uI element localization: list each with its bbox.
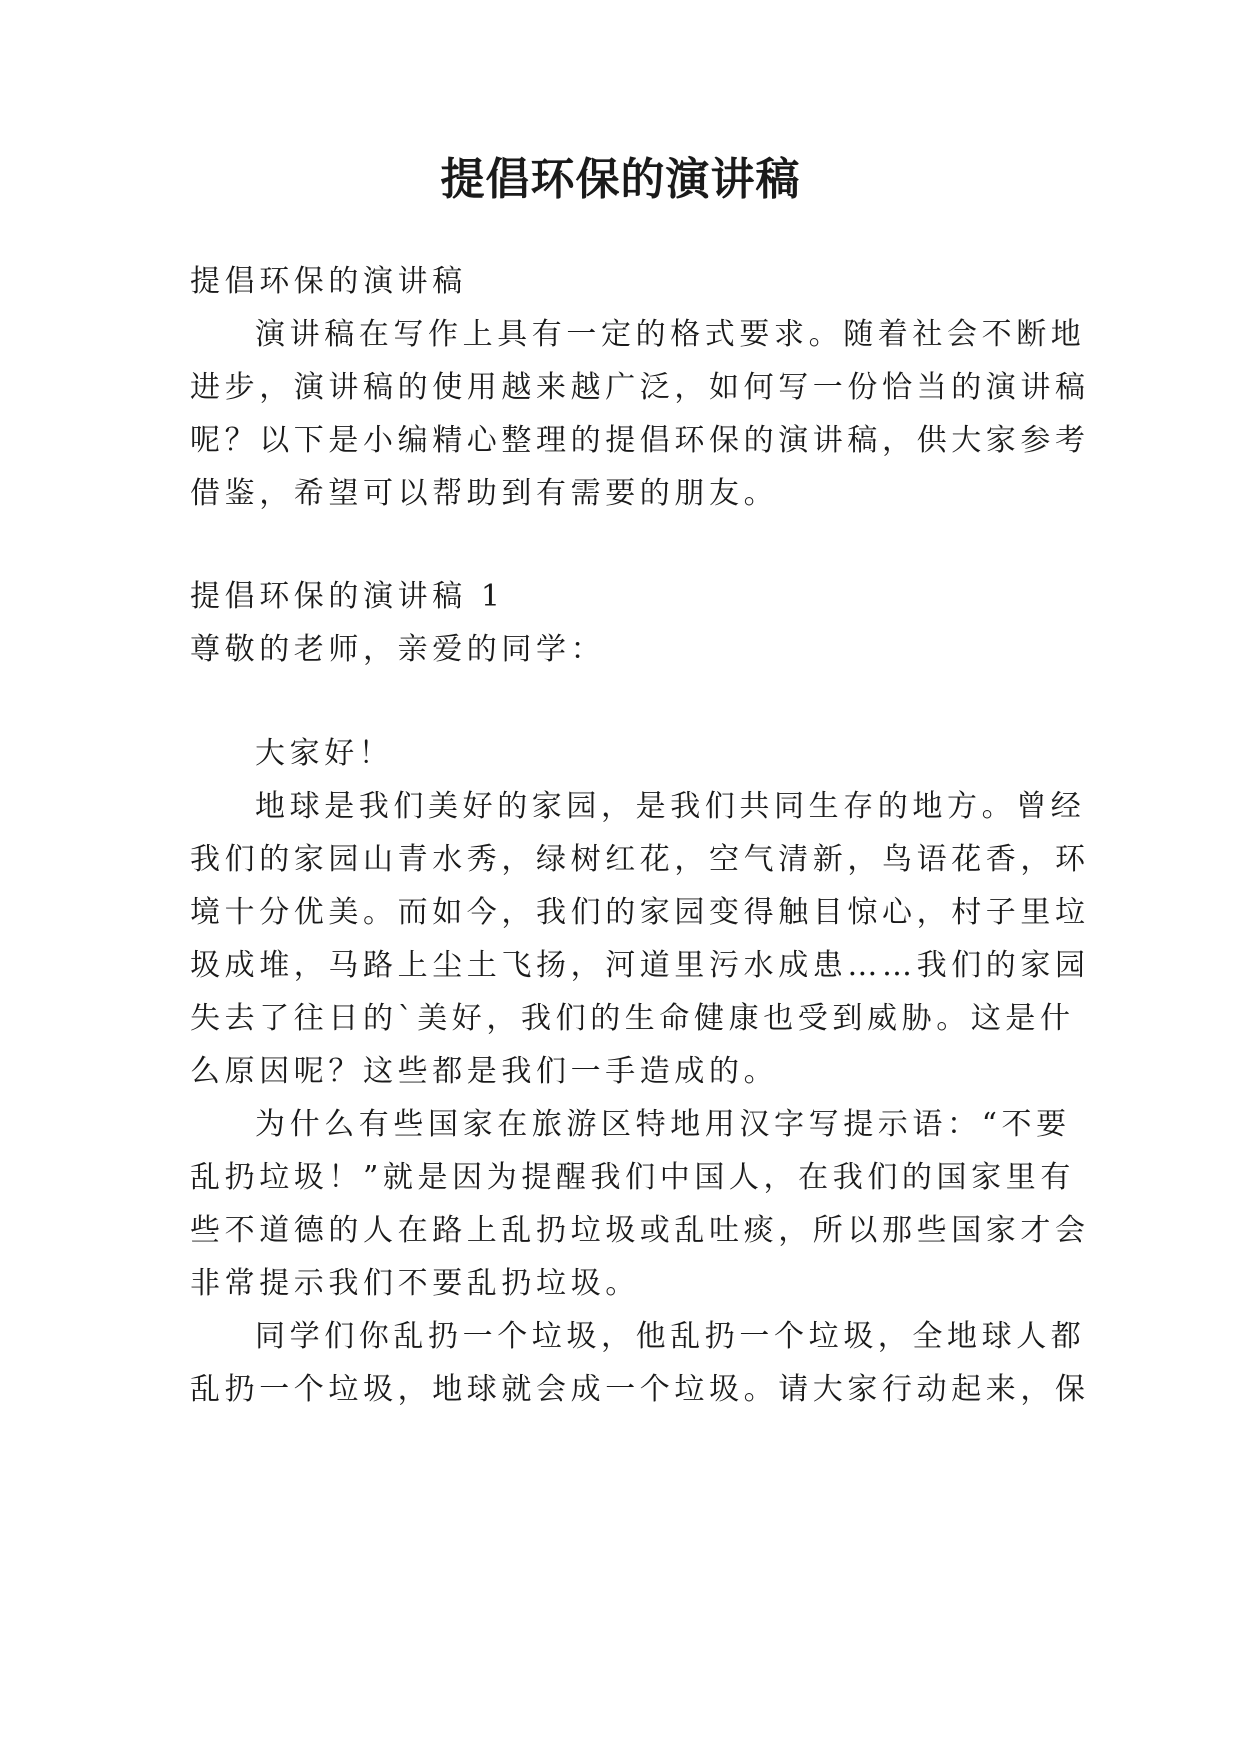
- paragraph-line: 失去了往日的`美好，我们的生命健康也受到威胁。这是什: [190, 1001, 1075, 1036]
- subtitle-line: 提倡环保的演讲稿: [190, 264, 467, 299]
- paragraph-line: 为什么有些国家在旅游区特地用汉字写提示语：“不要: [255, 1107, 1071, 1142]
- paragraph-line: 非常提示我们不要乱扔垃圾。: [190, 1266, 640, 1301]
- paragraph-line: 圾成堆，马路上尘土飞扬，河道里污水成患……我们的家园: [190, 948, 1090, 983]
- paragraph-line: 地球是我们美好的家园，是我们共同生存的地方。曾经: [255, 789, 1086, 824]
- document-title: 提倡环保的演讲稿: [440, 154, 801, 205]
- paragraph-line: 乱扔垃圾！”就是因为提醒我们中国人，在我们的国家里有: [190, 1160, 1075, 1195]
- paragraph-line: 呢？以下是小编精心整理的提倡环保的演讲稿，供大家参考: [190, 423, 1090, 458]
- paragraph-line: 些不道德的人在路上乱扔垃圾或乱吐痰，所以那些国家才会: [190, 1213, 1090, 1248]
- paragraph-line: 乱扔一个垃圾，地球就会成一个垃圾。请大家行动起来，保: [190, 1372, 1090, 1407]
- paragraph-line: 境十分优美。而如今，我们的家园变得触目惊心，村子里垃: [190, 895, 1090, 930]
- paragraph-line: 么原因呢？这些都是我们一手造成的。: [190, 1054, 779, 1089]
- paragraph-line: 我们的家园山青水秀，绿树红花，空气清新，鸟语花香，环: [190, 842, 1090, 877]
- salutation-line: 尊敬的老师，亲爱的同学：: [190, 632, 606, 667]
- paragraph-line: 演讲稿在写作上具有一定的格式要求。随着社会不断地: [255, 317, 1086, 352]
- section-heading: 提倡环保的演讲稿 1: [190, 579, 505, 614]
- greeting-line: 大家好！: [255, 736, 394, 771]
- paragraph-line: 同学们你乱扔一个垃圾，他乱扔一个垃圾，全地球人都: [255, 1319, 1086, 1354]
- paragraph-line: 借鉴，希望可以帮助到有需要的朋友。: [190, 476, 779, 511]
- paragraph-line: 进步，演讲稿的使用越来越广泛，如何写一份恰当的演讲稿: [190, 370, 1090, 405]
